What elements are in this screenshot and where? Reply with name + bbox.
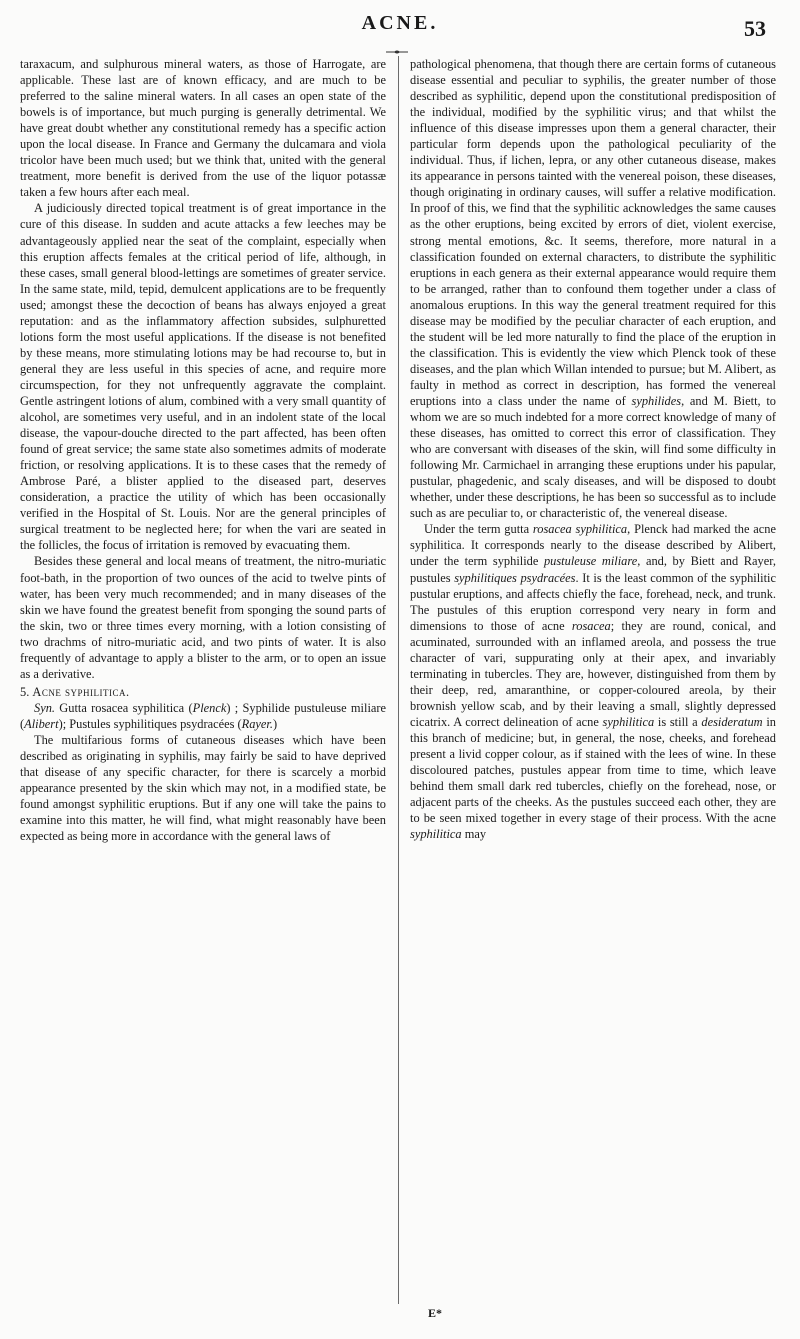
- italic-term: rosacea: [571, 618, 611, 633]
- section-title-acne: Acne: [32, 684, 62, 699]
- section-title-rest: syphilitica.: [61, 684, 130, 699]
- italic-term: syphilitica: [602, 714, 655, 729]
- two-column-body: [20, 56, 780, 1306]
- italic-term: rosacea syphilitica: [532, 522, 628, 537]
- page-header: [0, 12, 800, 40]
- syn-text: ); Pustules syphilitiques psydracées (: [58, 716, 242, 731]
- paragraph: [410, 521, 776, 842]
- text-run: pathological phenomena, that though there are certain forms of cutaneous disease essential and peculiar to syphilis, the greater number of those described as syphilitic, depend upon the constitutional predisposition of the individual, modified by the syphilitic virus; and that whilst the influence of this disease impresses upon them a general character, their particular form depends upon the pathological peculiarity of the individual. Thus, if lichen, lepra, or any other cutaneous disease, makes its appearance in persons tainted with the venereal poison, these diseases, though originating in ordinary causes, will suffer a relative modification. In proof of this, we find that the syphilitic acknowledges the same causes as the other eruptions, being excited by errors of diet, violent exercise, strong mental emotions, &c. It seems, therefore, more natural in a classification founded on external characters, to distribute the syphilitic eruptions in each genera as their external appearance would require them to be arranged, rather than to confound them together under a class of anomalous eruptions. In this way the general treatment required for this disease may be modified by the peculiar character of each eruption, and the student will be led more naturally to find the place of the eruption in the classification. This is evidently the view which Plenck took of these diseases, and the plan which Willan intended to pursue; but M. Alibert, as faulty in method as correct in description, has formed the venereal eruptions into a class under the name of: [410, 57, 776, 408]
- syn-author: Plenck: [192, 700, 227, 715]
- italic-term: syphilides: [631, 393, 682, 408]
- syn-author: Rayer.: [241, 716, 273, 731]
- column-divider: [398, 56, 399, 1304]
- italic-term: syphilitiques psydracées: [454, 570, 576, 585]
- text-run: , and M. Biett, to whom we are so much indebted for a more correct knowledge of many of these diseases, has omitted to correct this error of classification. They who are conversant with diseases of the skin, will find some difficulty in following Mr. Carmichael in arranging these eruptions under his papular, pustular, phagedenic, and scaly diseases, and will be disposed to doubt whether, under these descriptions, he has been so successful as to include such as are peculiar to, or characteristic of, the venereal disease.: [410, 393, 776, 521]
- syn-text: ) ; Syphilide pustuleuse miliare (: [20, 700, 387, 731]
- text-run: , and, by Biett and Rayer, pustules: [410, 554, 776, 585]
- syn-text: Gutta rosacea syphilitica (: [55, 700, 193, 715]
- section-number: 5.: [20, 684, 33, 699]
- italic-term: pustuleuse miliare: [543, 554, 638, 569]
- paragraph: Besides these general and local means of treatment, the nitro-muriatic foot-bath, in the proportion of two ounces of the acid to twelve pints of water, has been very much recommended; and in many diseases of the skin we have found the greatest benefit from sponging the sound parts of the skin, two or three times every morning, with a lotion consisting of two drachms of nitro-muriatic acid, and two pints of water. It is also frequently of advantage to apply a blister to the arm, or to open an issue as a derivative.: [20, 554, 386, 681]
- paragraph: [410, 56, 776, 521]
- left-column: [20, 56, 386, 844]
- page-number: 53: [744, 16, 766, 41]
- syn-text: ): [272, 716, 278, 731]
- text-run: , Plenck had marked the acne syphilitica. It corresponds nearly to the disease described by Alibert, under the term syphilide: [410, 522, 776, 569]
- paragraph: A judiciously directed topical treatment is of great importance in the cure of this disease. In sudden and acute attacks a few leeches may be advantageously applied near the seat of the complaint, especially when this eruption affects females at the critical period of life, although, in these cases, small general blood-lettings are sometimes of greater service. In the same state, mild, tepid, demulcent applications are to be frequently used; amongst these the decoction of beans has always enjoyed a great reputation: and as the inflammatory affection subsides, sulphuretted lotions form the most useful applications. If the disease is not benefited by these means, more stimulating lotions may be had recourse to, but in general they are less useful in this species of acne, and require more circumspection, for they not unfrequently aggravate the complaint. Gentle astringent lotions of alum, combined with a very small quantity of alcohol, are sometimes very useful, and in an indolent state of the local disease, the vapour-douche directed to the part affected, has been often found of great service; the same state also sometimes admits of moderate friction, or resolving applications. It is to these cases that the remedy of Ambrose Paré, a blister applied to the diseased part, deserves consideration, a practice the utility of which has been occasionally verified in the Hospital of St. Louis. Nor are the general principles of surgical treatment to be neglected here; for when the vari are seated in the follicles, the focus of irritation is removed by evacuating them.: [20, 201, 386, 553]
- text-run: may: [461, 827, 487, 842]
- running-title: ACNE.: [361, 12, 439, 34]
- italic-term: desideratum: [701, 714, 763, 729]
- italic-term: syphilitica: [410, 827, 462, 842]
- section-heading: [20, 684, 386, 700]
- header-ornament-rule: [385, 48, 409, 56]
- synonyms-paragraph: [20, 700, 386, 732]
- text-run: ; they are round, conical, and acuminated, surrounded with an inflamed areola, and possess the true character of vari, suppurating only at their apex, and invariably terminating in tubercles. They are, however, distinguished from them by their deep, red, amaranthine, or copper-coloured areola, by their brownish yellow scab, and by their leaving a small, slightly depressed cicatrix. A correct delineation of acne: [410, 618, 776, 729]
- text-run: Under the term gutta: [424, 522, 533, 537]
- printer-signature-mark: E*: [428, 1306, 443, 1320]
- paragraph: taraxacum, and sulphurous mineral waters, as those of Harrogate, are applicable. These last are of known efficacy, and are much to be preferred to the saline mineral waters. In all cases an open state of the bowels is of importance, but much purging is generally detrimental. We have great doubt whether any constitutional remedy has a specific action upon the local disease. In France and Germany the dulcamara and viola tricolor have been much used; but we think that, united with the general treatment, more benefit is derived from the use of the liquor potassæ taken a few hours after each meal.: [20, 57, 386, 200]
- paragraph: The multifarious forms of cutaneous diseases which have been described as originating in syphilis, may fairly be said to have deprived that disease of any specific character, for there is scarcely a morbid appearance presented by the skin which may not, in a modified state, be found amongst syphilitic eruptions. But if any one will take the pains to examine into this matter, he will find, what might reasonably have been expected as being more in accordance with the general laws of: [20, 732, 386, 844]
- right-column: [410, 56, 776, 842]
- text-run: . It is the least common of the syphilitic pustular eruptions, and affects chiefly the face, forehead, neck, and trunk. The pustules of this eruption correspond very neary in form and dimensions to those of acne: [410, 570, 776, 633]
- text-run: is still a: [654, 714, 702, 729]
- syn-label: Syn.: [34, 700, 55, 715]
- text-run: in this branch of medicine; but, in general, the nose, cheeks, and forehead present a livid copper colour, as if stained with the lees of wine. In these discoloured patches, pustules appear from time to time, which leave behind them small dark red tubercles, chiefly on the forehead, nose, or adjacent parts of the cheeks. As the pustules succeed each other, they are to be seen mixed together in every stage of their process. With the acne: [410, 714, 776, 826]
- syn-author: Alibert: [24, 716, 59, 731]
